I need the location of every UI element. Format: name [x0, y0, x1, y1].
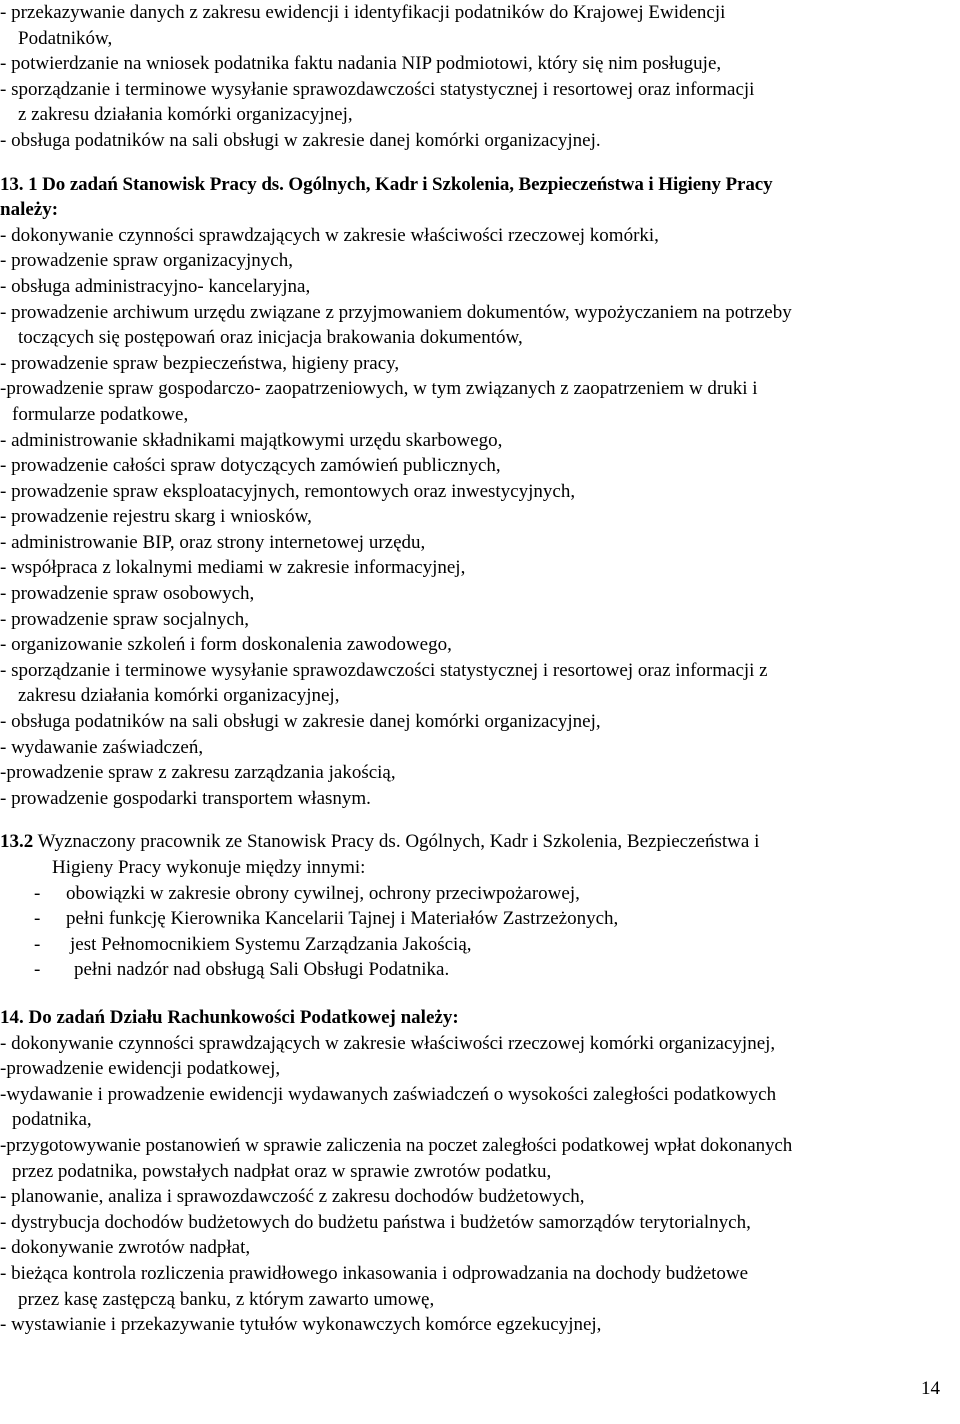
section-heading-text: Wyznaczony pracownik ze Stanowisk Pracy ds. Ogólnych, Kadr i Szkolenia, Bezpieczeństwa i	[33, 831, 760, 853]
section-13-2	[0, 829, 960, 983]
list-item: -prowadzenie ewidencji podatkowej,	[0, 1058, 281, 1080]
list-item: - prowadzenie spraw socjalnych,	[0, 608, 250, 630]
section-heading	[0, 829, 960, 855]
list-item: - prowadzenie spraw bezpieczeństwa, higieny pracy,	[0, 352, 400, 374]
section-number: 13.2	[0, 831, 34, 853]
list-item: - współpraca z lokalnymi mediami w zakresie informacyjnej,	[0, 557, 466, 579]
list-item: - obsługa administracyjno- kancelaryjna,	[0, 275, 311, 297]
section-heading: 14. Do zadań Działu Rachunkowości Podatkowej należy:	[0, 1006, 459, 1028]
list-item: - pełni funkcję Kierownika Kancelarii Tajnej i Materiałów Zastrzeżonych,	[34, 908, 619, 930]
list-item: - prowadzenie spraw osobowych,	[0, 583, 255, 605]
section-heading-cont: należy:	[0, 199, 59, 221]
section-heading: 13. 1 Do zadań Stanowisk Pracy ds. Ogólnych, Kadr i Szkolenia, Bezpieczeństwa i Higieny Pracy	[0, 173, 773, 195]
list-item: - prowadzenie całości spraw dotyczących zamówień publicznych,	[0, 455, 501, 477]
list-item: -prowadzenie spraw gospodarczo- zaopatrzeniowych, w tym związanych z zaopatrzeniem w druki i	[0, 378, 758, 400]
section-heading-cont: Higieny Pracy wykonuje między innymi:	[52, 857, 366, 878]
list-item: - dokonywanie zwrotów nadpłat,	[0, 1237, 251, 1259]
list-item: - potwierdzanie na wniosek podatnika faktu nadania NIP podmiotowi, który się nim posługuje,	[0, 53, 722, 75]
list-item: - obowiązki w zakresie obrony cywilnej, ochrony przeciwpożarowej,	[34, 882, 580, 904]
spacer	[0, 811, 960, 829]
list-item: -wydawanie i prowadzenie ewidencji wydawanych zaświadczeń o wysokości zaległości podatkowych	[0, 1083, 777, 1105]
intro-list	[0, 0, 960, 154]
list-item: -prowadzenie spraw z zakresu zarządzania jakością,	[0, 762, 396, 784]
list-item: -przygotowywanie postanowień w sprawie zaliczenia na poczet zaległości podatkowej wpłat dokonanych	[0, 1134, 793, 1156]
section-13	[0, 172, 960, 812]
section-14	[0, 1005, 960, 1338]
list-item: podatnika,	[12, 1109, 92, 1131]
list-item: - planowanie, analiza i sprawozdawczość z zakresu dochodów budżetowych,	[0, 1186, 585, 1208]
list-item: - prowadzenie rejestru skarg i wniosków,	[0, 506, 312, 528]
list-item: - sporządzanie i terminowe wysyłanie sprawozdawczości statystycznej i resortowej oraz informacji z	[0, 659, 768, 681]
list-item: formularze podatkowe,	[12, 403, 189, 425]
list-item: - prowadzenie spraw organizacyjnych,	[0, 250, 293, 272]
list-item: przez kasę zastępczą banku, z którym zawarto umowę,	[18, 1288, 435, 1310]
list-item: - obsługa podatników na sali obsługi w zakresie danej komórki organizacyjnej.	[0, 129, 601, 151]
list-item: - prowadzenie spraw eksploatacyjnych, remontowych oraz inwestycyjnych,	[0, 480, 576, 502]
list-item: zakresu działania komórki organizacyjnej,	[18, 685, 340, 707]
list-item: - bieżąca kontrola rozliczenia prawidłowego inkasowania i odprowadzania na dochody budżetowe	[0, 1262, 749, 1284]
list-item: - sporządzanie i terminowe wysyłanie sprawozdawczości statystycznej i resortowej oraz informacji	[0, 78, 755, 100]
list-item: - administrowanie BIP, oraz strony internetowej urzędu,	[0, 531, 426, 553]
list-item: - jest Pełnomocnikiem Systemu Zarządzania Jakością,	[34, 933, 472, 955]
list-item: z zakresu działania komórki organizacyjnej,	[18, 104, 353, 126]
list-item: - dystrybucja dochodów budżetowych do budżetu państwa i budżetów samorządów terytorialnych,	[0, 1211, 751, 1233]
page-number: 14	[921, 1378, 940, 1399]
list-item: - wystawianie i przekazywanie tytułów wykonawczych komórce egzekucyjnej,	[0, 1314, 602, 1336]
spacer	[0, 983, 960, 1005]
list-item: - wydawanie zaświadczeń,	[0, 736, 204, 758]
list-item: - prowadzenie gospodarki transportem własnym.	[0, 787, 371, 809]
list-item: Podatników,	[18, 27, 113, 49]
list-item: - prowadzenie archiwum urzędu związane z przyjmowaniem dokumentów, wypożyczaniem na potrzeby	[0, 301, 792, 323]
list-item: - przekazywanie danych z zakresu ewidencji i identyfikacji podatników do Krajowej Ewidencji	[0, 2, 726, 23]
list-item: - dokonywanie czynności sprawdzających w zakresie właściwości rzeczowej komórki,	[0, 224, 659, 246]
spacer	[0, 154, 960, 172]
list-item: - obsługa podatników na sali obsługi w zakresie danej komórki organizacyjnej,	[0, 711, 601, 733]
list-item: - dokonywanie czynności sprawdzających w zakresie właściwości rzeczowej komórki organizacyjnej,	[0, 1032, 776, 1054]
list-item: toczących się postępowań oraz inicjacja brakowania dokumentów,	[18, 327, 523, 349]
list-item: przez podatnika, powstałych nadpłat oraz w sprawie zwrotów podatku,	[12, 1160, 552, 1182]
list-item: - organizowanie szkoleń i form doskonalenia zawodowego,	[0, 634, 452, 656]
list-item: - pełni nadzór nad obsługą Sali Obsługi Podatnika.	[34, 959, 450, 981]
list-item: - administrowanie składnikami majątkowymi urzędu skarbowego,	[0, 429, 503, 451]
